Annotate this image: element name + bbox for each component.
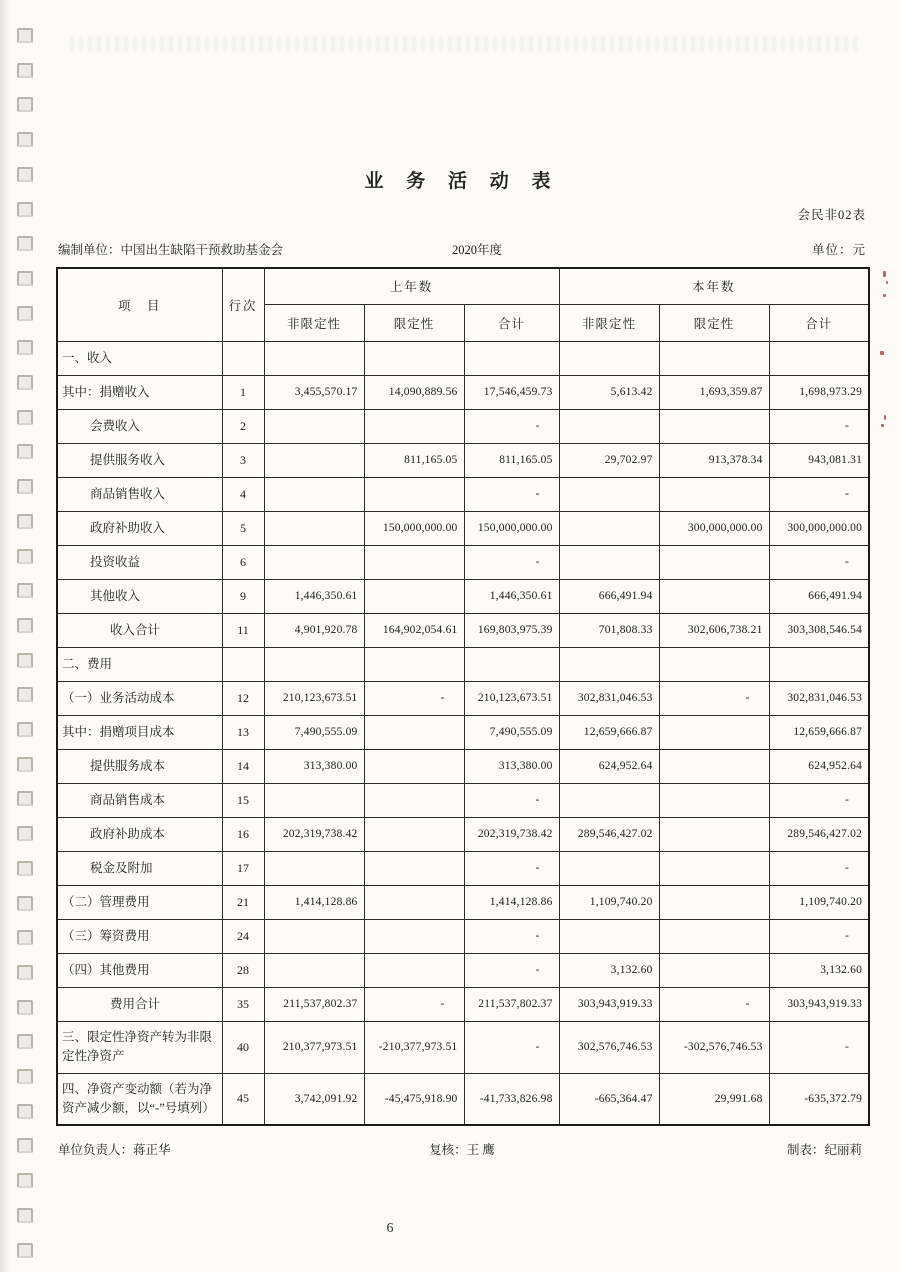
binder-hole <box>17 479 33 494</box>
row-value-cell <box>559 545 659 579</box>
row-value-cell <box>364 851 464 885</box>
row-value-cell: -41,733,826.98 <box>464 1073 559 1125</box>
row-value-cell: - <box>464 783 559 817</box>
row-line-number: 40 <box>222 1021 264 1073</box>
row-value-cell: 302,606,738.21 <box>659 613 769 647</box>
col-header-prev-total: 合计 <box>464 304 559 341</box>
red-ink-speck <box>884 415 886 420</box>
row-value-cell: 1,693,359.87 <box>659 375 769 409</box>
table-row <box>57 341 869 375</box>
table-row <box>57 511 869 545</box>
row-value-cell <box>659 545 769 579</box>
table-row <box>57 681 869 715</box>
row-line-number: 21 <box>222 885 264 919</box>
binder-hole <box>17 1104 33 1119</box>
row-line-number: 9 <box>222 579 264 613</box>
binder-hole <box>17 340 33 355</box>
row-value-cell <box>364 783 464 817</box>
row-value-cell: - <box>769 545 869 579</box>
row-value-cell <box>659 409 769 443</box>
row-line-number: 14 <box>222 749 264 783</box>
row-value-cell: -45,475,918.90 <box>364 1073 464 1125</box>
row-value-cell <box>559 919 659 953</box>
row-value-cell: 1,414,128.86 <box>264 885 364 919</box>
binder-hole <box>17 618 33 633</box>
row-value-cell <box>659 579 769 613</box>
binder-hole <box>17 1069 33 1084</box>
row-line-number: 35 <box>222 987 264 1021</box>
row-value-cell: 5,613.42 <box>559 375 659 409</box>
row-value-cell: - <box>769 851 869 885</box>
row-value-cell: -665,364.47 <box>559 1073 659 1125</box>
row-item-label: 一、收入 <box>57 341 222 375</box>
table-row <box>57 1073 869 1125</box>
row-value-cell <box>264 647 364 681</box>
row-value-cell: 913,378.34 <box>659 443 769 477</box>
col-header-prev-unrestricted: 非限定性 <box>264 304 364 341</box>
binder-hole <box>17 1173 33 1188</box>
row-item-label: 其中：捐赠项目成本 <box>57 715 222 749</box>
binder-hole <box>17 583 33 598</box>
row-value-cell: - <box>364 987 464 1021</box>
table-row <box>57 613 869 647</box>
row-value-cell: -302,576,746.53 <box>659 1021 769 1073</box>
row-value-cell <box>659 341 769 375</box>
row-value-cell: 300,000,000.00 <box>769 511 869 545</box>
table-row <box>57 647 869 681</box>
row-item-label: 政府补助收入 <box>57 511 222 545</box>
binder-hole <box>17 1000 33 1015</box>
binder-hole <box>17 202 33 217</box>
binder-hole <box>17 861 33 876</box>
row-value-cell: 624,952.64 <box>559 749 659 783</box>
row-line-number: 15 <box>222 783 264 817</box>
row-value-cell: - <box>464 919 559 953</box>
row-value-cell: 150,000,000.00 <box>364 511 464 545</box>
row-value-cell <box>264 409 364 443</box>
row-item-label: （二）管理费用 <box>57 885 222 919</box>
prepared-by-label: 编制单位：中国出生缺陷干预救助基金会 <box>58 243 284 257</box>
table-row <box>57 885 869 919</box>
col-header-curr-unrestricted: 非限定性 <box>559 304 659 341</box>
binder-hole <box>17 930 33 945</box>
row-value-cell <box>769 341 869 375</box>
row-value-cell <box>364 817 464 851</box>
row-item-label: 商品销售收入 <box>57 477 222 511</box>
row-line-number: 13 <box>222 715 264 749</box>
row-line-number: 2 <box>222 409 264 443</box>
row-value-cell: 289,546,427.02 <box>559 817 659 851</box>
business-activity-table <box>56 267 870 1126</box>
row-value-cell: 7,490,555.09 <box>464 715 559 749</box>
row-value-cell: 313,380.00 <box>464 749 559 783</box>
binder-hole <box>17 687 33 702</box>
row-value-cell: - <box>464 953 559 987</box>
row-value-cell <box>659 715 769 749</box>
row-value-cell <box>364 409 464 443</box>
reviewer-label: 复核：王 鹰 <box>429 1143 495 1157</box>
row-value-cell <box>364 579 464 613</box>
binder-hole <box>17 132 33 147</box>
row-line-number <box>222 341 264 375</box>
row-value-cell: 3,132.60 <box>559 953 659 987</box>
row-item-label: （三）筹资费用 <box>57 919 222 953</box>
row-value-cell: 29,702.97 <box>559 443 659 477</box>
red-ink-speck <box>881 424 884 427</box>
row-value-cell: 811,165.05 <box>464 443 559 477</box>
row-value-cell: 1,698,973.29 <box>769 375 869 409</box>
row-item-label: 政府补助成本 <box>57 817 222 851</box>
row-line-number: 1 <box>222 375 264 409</box>
row-value-cell: 150,000,000.00 <box>464 511 559 545</box>
row-value-cell <box>264 511 364 545</box>
col-header-prev-restricted: 限定性 <box>364 304 464 341</box>
row-value-cell <box>559 647 659 681</box>
row-line-number: 3 <box>222 443 264 477</box>
row-line-number: 6 <box>222 545 264 579</box>
row-value-cell <box>559 511 659 545</box>
row-item-label: （四）其他费用 <box>57 953 222 987</box>
row-line-number: 4 <box>222 477 264 511</box>
row-value-cell <box>659 817 769 851</box>
table-row <box>57 579 869 613</box>
row-line-number: 28 <box>222 953 264 987</box>
row-item-label: 二、费用 <box>57 647 222 681</box>
col-header-item: 项 目 <box>57 268 222 341</box>
binder-hole <box>17 896 33 911</box>
row-value-cell: -635,372.79 <box>769 1073 869 1125</box>
row-value-cell: 666,491.94 <box>559 579 659 613</box>
row-value-cell: 303,943,919.33 <box>769 987 869 1021</box>
row-value-cell <box>264 545 364 579</box>
row-value-cell: 302,831,046.53 <box>559 681 659 715</box>
row-value-cell: 666,491.94 <box>769 579 869 613</box>
row-value-cell: 300,000,000.00 <box>659 511 769 545</box>
row-value-cell <box>464 341 559 375</box>
binder-hole <box>17 757 33 772</box>
row-value-cell: -210,377,973.51 <box>364 1021 464 1073</box>
row-line-number: 45 <box>222 1073 264 1125</box>
row-line-number: 5 <box>222 511 264 545</box>
binding-holes <box>0 0 56 1272</box>
row-line-number: 24 <box>222 919 264 953</box>
table-row <box>57 477 869 511</box>
table-row <box>57 817 869 851</box>
col-header-curr-restricted: 限定性 <box>659 304 769 341</box>
row-value-cell: 1,109,740.20 <box>769 885 869 919</box>
table-body <box>57 341 869 1125</box>
binder-hole <box>17 410 33 425</box>
row-value-cell <box>364 885 464 919</box>
binder-hole <box>17 514 33 529</box>
row-value-cell: 211,537,802.37 <box>264 987 364 1021</box>
row-value-cell: - <box>769 1021 869 1073</box>
table-row <box>57 987 869 1021</box>
currency-unit-label: 单位：元 <box>811 243 866 257</box>
row-value-cell: 313,380.00 <box>264 749 364 783</box>
row-value-cell: 701,808.33 <box>559 613 659 647</box>
row-value-cell: 12,659,666.87 <box>769 715 869 749</box>
row-value-cell <box>264 443 364 477</box>
row-item-label: 收入合计 <box>57 613 222 647</box>
row-value-cell: 210,377,973.51 <box>264 1021 364 1073</box>
row-line-number <box>222 647 264 681</box>
table-header <box>57 268 869 341</box>
row-line-number: 17 <box>222 851 264 885</box>
row-value-cell <box>659 749 769 783</box>
row-item-label: 其中：捐赠收入 <box>57 375 222 409</box>
row-value-cell: 302,576,746.53 <box>559 1021 659 1073</box>
row-value-cell <box>464 647 559 681</box>
row-value-cell: - <box>659 987 769 1021</box>
row-value-cell: 624,952.64 <box>769 749 869 783</box>
row-item-label: 税金及附加 <box>57 851 222 885</box>
row-value-cell: 7,490,555.09 <box>264 715 364 749</box>
table-row <box>57 953 869 987</box>
row-value-cell <box>659 953 769 987</box>
row-line-number: 12 <box>222 681 264 715</box>
row-value-cell: 1,446,350.61 <box>264 579 364 613</box>
row-item-label: 提供服务成本 <box>57 749 222 783</box>
row-value-cell: - <box>464 851 559 885</box>
row-value-cell: 1,446,350.61 <box>464 579 559 613</box>
row-value-cell: 17,546,459.73 <box>464 375 559 409</box>
row-value-cell: 302,831,046.53 <box>769 681 869 715</box>
row-value-cell <box>264 851 364 885</box>
row-item-label: 商品销售成本 <box>57 783 222 817</box>
row-value-cell: 3,742,091.92 <box>264 1073 364 1125</box>
row-value-cell: 14,090,889.56 <box>364 375 464 409</box>
row-item-label: 三、限定性净资产转为非限定性净资产 <box>57 1021 222 1073</box>
binder-hole <box>17 28 33 43</box>
row-value-cell <box>659 851 769 885</box>
row-value-cell <box>264 783 364 817</box>
row-value-cell <box>364 919 464 953</box>
row-value-cell: 289,546,427.02 <box>769 817 869 851</box>
page-title: 业 务 活 动 表 <box>364 171 560 192</box>
row-value-cell <box>364 749 464 783</box>
row-item-label: 会费收入 <box>57 409 222 443</box>
row-value-cell <box>364 647 464 681</box>
table-row <box>57 749 869 783</box>
row-value-cell: 811,165.05 <box>364 443 464 477</box>
binder-hole <box>17 306 33 321</box>
table-row <box>57 545 869 579</box>
row-value-cell <box>364 715 464 749</box>
row-value-cell <box>364 953 464 987</box>
binder-hole <box>17 791 33 806</box>
row-value-cell: 1,414,128.86 <box>464 885 559 919</box>
row-value-cell: 169,803,975.39 <box>464 613 559 647</box>
row-item-label: 其他收入 <box>57 579 222 613</box>
row-value-cell: 303,943,919.33 <box>559 987 659 1021</box>
row-value-cell: - <box>659 681 769 715</box>
binder-hole <box>17 1034 33 1049</box>
table-row <box>57 409 869 443</box>
row-value-cell: - <box>464 1021 559 1073</box>
red-ink-speck <box>883 294 886 297</box>
preparer-label: 制表：纪丽莉 <box>786 1143 862 1157</box>
row-line-number: 11 <box>222 613 264 647</box>
row-value-cell: 164,902,054.61 <box>364 613 464 647</box>
row-value-cell <box>559 783 659 817</box>
row-value-cell <box>559 409 659 443</box>
row-item-label: 四、净资产变动额（若为净资产减少额，以“-”号填列） <box>57 1073 222 1125</box>
row-value-cell: 1,109,740.20 <box>559 885 659 919</box>
row-value-cell: - <box>364 681 464 715</box>
row-item-label: 投资收益 <box>57 545 222 579</box>
row-value-cell: 210,123,673.51 <box>464 681 559 715</box>
fiscal-period-label: 2020年度 <box>452 243 503 257</box>
binder-hole <box>17 826 33 841</box>
binder-hole <box>17 97 33 112</box>
row-value-cell <box>264 953 364 987</box>
row-value-cell <box>364 545 464 579</box>
row-value-cell: - <box>769 919 869 953</box>
row-value-cell <box>264 919 364 953</box>
red-ink-speck <box>886 281 888 284</box>
row-value-cell <box>659 647 769 681</box>
ink-bleed-through <box>70 36 860 52</box>
binder-hole <box>17 965 33 980</box>
row-value-cell: 202,319,738.42 <box>464 817 559 851</box>
row-item-label: 费用合计 <box>57 987 222 1021</box>
responsible-person-label: 单位负责人：蒋正华 <box>58 1143 171 1157</box>
page-number: 6 <box>386 1221 394 1236</box>
row-value-cell: 12,659,666.87 <box>559 715 659 749</box>
row-value-cell: - <box>464 477 559 511</box>
binder-hole <box>17 1138 33 1153</box>
row-line-number: 16 <box>222 817 264 851</box>
row-item-label: 提供服务收入 <box>57 443 222 477</box>
row-value-cell <box>364 341 464 375</box>
row-value-cell: 3,455,570.17 <box>264 375 364 409</box>
row-value-cell: - <box>769 477 869 511</box>
binder-hole <box>17 375 33 390</box>
row-value-cell <box>659 885 769 919</box>
row-value-cell: 202,319,738.42 <box>264 817 364 851</box>
row-value-cell: 29,991.68 <box>659 1073 769 1125</box>
row-value-cell: 303,308,546.54 <box>769 613 869 647</box>
binder-hole <box>17 236 33 251</box>
row-item-label: （一）业务活动成本 <box>57 681 222 715</box>
row-value-cell <box>364 477 464 511</box>
row-value-cell: 4,901,920.78 <box>264 613 364 647</box>
form-code-label: 会民非02表 <box>797 208 866 222</box>
binder-hole <box>17 63 33 78</box>
binder-hole <box>17 653 33 668</box>
col-header-line-no: 行次 <box>222 268 264 341</box>
table-row <box>57 375 869 409</box>
col-header-curr-total: 合计 <box>769 304 869 341</box>
binder-hole <box>17 271 33 286</box>
row-value-cell <box>264 341 364 375</box>
table-row <box>57 1021 869 1073</box>
row-value-cell <box>659 919 769 953</box>
row-value-cell: - <box>464 545 559 579</box>
binder-hole <box>17 167 33 182</box>
binder-hole <box>17 1208 33 1223</box>
red-ink-speck <box>883 271 886 277</box>
row-value-cell: 943,081.31 <box>769 443 869 477</box>
table-row <box>57 851 869 885</box>
row-value-cell: - <box>769 783 869 817</box>
row-value-cell: - <box>464 409 559 443</box>
table-row <box>57 443 869 477</box>
binder-hole <box>17 549 33 564</box>
row-value-cell <box>559 851 659 885</box>
row-value-cell: 210,123,673.51 <box>264 681 364 715</box>
table-row <box>57 783 869 817</box>
signature-line <box>56 1140 868 1158</box>
binder-hole <box>17 722 33 737</box>
row-value-cell <box>659 477 769 511</box>
red-ink-speck <box>880 351 884 355</box>
table-row <box>57 919 869 953</box>
row-value-cell <box>559 341 659 375</box>
table-row <box>57 715 869 749</box>
row-value-cell <box>264 477 364 511</box>
row-value-cell: 211,537,802.37 <box>464 987 559 1021</box>
binder-hole <box>17 1243 33 1258</box>
row-value-cell <box>559 477 659 511</box>
col-header-prev-year: 上年数 <box>264 268 559 304</box>
binder-hole <box>17 444 33 459</box>
info-line <box>56 240 868 258</box>
row-value-cell: - <box>769 409 869 443</box>
row-value-cell <box>659 783 769 817</box>
row-value-cell <box>769 647 869 681</box>
row-value-cell: 3,132.60 <box>769 953 869 987</box>
col-header-curr-year: 本年数 <box>559 268 869 304</box>
